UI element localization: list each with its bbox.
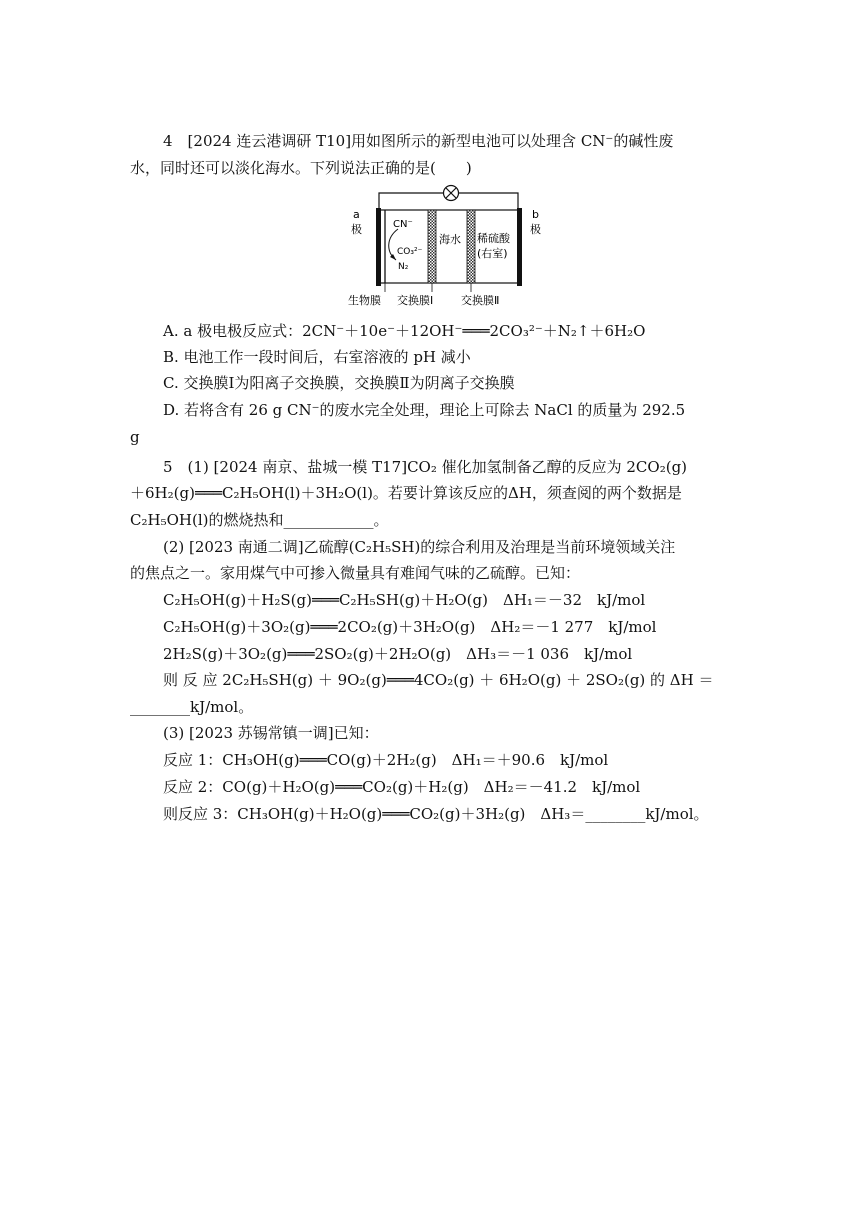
acid-label: 稀硫酸 <box>477 232 510 245</box>
q5-part1-line3: C₂H₅OH(l)的燃烧热和____________。 <box>130 511 389 529</box>
q5-part2-equation3: 2H₂S(g)＋3O₂(g)═══2SO₂(g)＋2H₂O(g) ΔH₃＝－1 036 kJ/mol <box>163 645 633 663</box>
n2-label: N₂ <box>398 262 409 272</box>
q5-part2-equation2: C₂H₅OH(g)＋3O₂(g)═══2CO₂(g)＋3H₂O(g) ΔH₂＝－1 277 kJ/mol <box>163 618 657 636</box>
q4-option-c: C. 交换膜Ⅰ为阳离子交换膜，交换膜Ⅱ为阴离子交换膜 <box>163 374 515 392</box>
q5-part3-line1: (3) [2023 苏锡常镇一调]已知： <box>163 724 379 742</box>
q5-part3-reaction3: 则反应 3：CH₃OH(g)＋H₂O(g)═══CO₂(g)＋3H₂(g) ΔH₃＝________kJ/mol。 <box>163 805 709 823</box>
exchange-membrane-2 <box>467 210 475 283</box>
co3-label: CO₃²⁻ <box>397 247 423 257</box>
a-electrode-label-2: 极 <box>351 223 362 236</box>
bio-membrane-label: 生物膜 <box>348 294 381 307</box>
q4-option-d-continued: g <box>130 428 140 446</box>
q4-option-d: D. 若将含有 26 g CN⁻的废水完全处理，理论上可除去 NaCl 的质量为 292.5 <box>163 401 686 419</box>
q4-option-a: A. a 极电极反应式：2CN⁻＋10e⁻＋12OH⁻═══2CO₃²⁻＋N₂↑＋6H₂O <box>163 322 646 340</box>
q4-stem-line1: 4 [2024 连云港调研 T10]用如图所示的新型电池可以处理含 CN⁻的碱性废 <box>163 132 674 150</box>
exchange-membrane-2-label: 交换膜Ⅱ <box>461 294 500 307</box>
q5-part2-question: 则 反 应 2C₂H₅SH(g) ＋ 9O₂(g)═══4CO₂(g) ＋ 6H₂O(g) ＋ 2SO₂(g) 的 ΔH ＝ <box>163 671 714 689</box>
exchange-membrane-1-label: 交换膜Ⅰ <box>397 294 434 307</box>
q5-part1-line1: 5 (1) [2024 南京、盐城一模 T17]CO₂ 催化加氢制备乙醇的反应为 2CO₂(g) <box>163 458 688 476</box>
cn-label: CN⁻ <box>393 219 413 230</box>
q5-part2-line2: 的焦点之一。家用煤气中可掺入微量具有难闻气味的乙硫醇。已知： <box>130 564 581 582</box>
q4-stem-line2: 水，同时还可以淡化海水。下列说法正确的是( ) <box>130 159 472 177</box>
b-electrode-label-2: 极 <box>530 223 541 236</box>
a-electrode-label: a <box>353 208 360 221</box>
q5-part2-answer-blank: ________kJ/mol。 <box>130 698 254 716</box>
electrode-b <box>517 208 522 286</box>
q5-part1-line2: ＋6H₂(g)═══C₂H₅OH(l)＋3H₂O(l)。若要计算该反应的ΔH，须查阅的两个数据是 <box>130 484 682 502</box>
q5-part3-reaction1: 反应 1：CH₃OH(g)═══CO(g)＋2H₂(g) ΔH₁＝＋90.6 kJ/mol <box>163 751 609 769</box>
seawater-label: 海水 <box>439 233 461 246</box>
q4-option-b: B. 电池工作一段时间后，右室溶液的 pH 减小 <box>163 348 471 366</box>
q5-part3-reaction2: 反应 2：CO(g)＋H₂O(g)═══CO₂(g)＋H₂(g) ΔH₂＝－41.2 kJ/mol <box>163 778 641 796</box>
exchange-membrane-1 <box>428 210 436 283</box>
battery-diagram <box>340 180 560 310</box>
right-chamber-label: (右室) <box>477 247 508 260</box>
electrode-a <box>376 208 381 286</box>
q5-part2-equation1: C₂H₅OH(g)＋H₂S(g)═══C₂H₅SH(g)＋H₂O(g) ΔH₁＝－32 kJ/mol <box>163 591 646 609</box>
q5-part2-line1: (2) [2023 南通二调]乙硫醇(C₂H₅SH)的综合利用及治理是当前环境领域关注 <box>163 538 676 556</box>
b-electrode-label: b <box>532 208 539 221</box>
